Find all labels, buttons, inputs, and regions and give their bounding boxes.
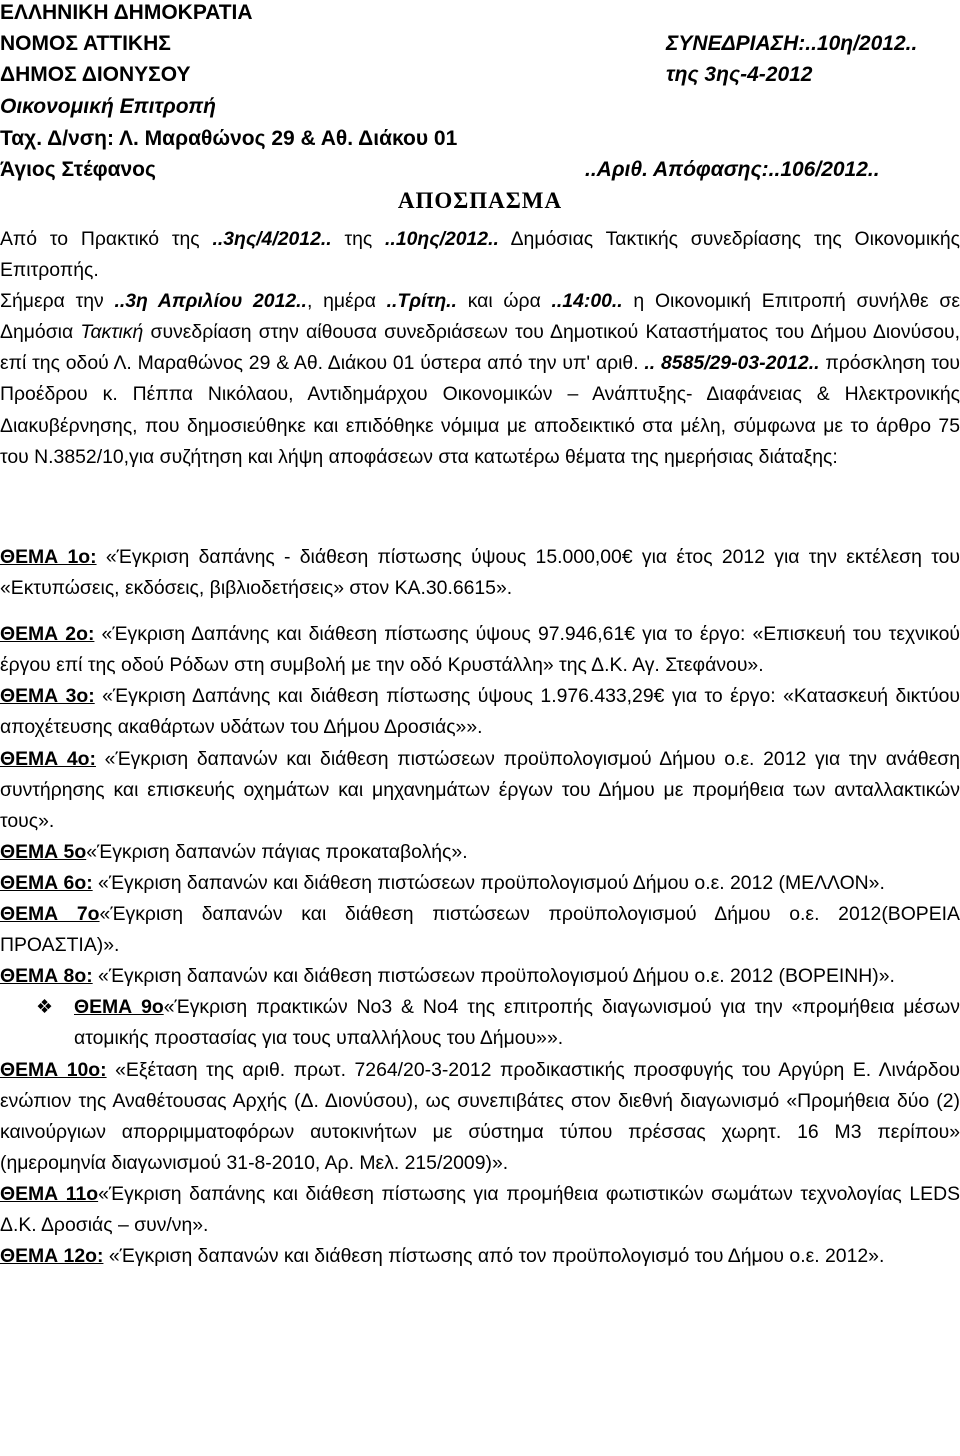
diamond-bullet-icon: ❖ [36, 997, 54, 1019]
session-date: της 3ης-4-2012 [666, 63, 813, 86]
header-committee: Οικονομική Επιτροπή [0, 95, 216, 118]
decision-number: ..Αριθ. Απόφασης:..106/2012.. [585, 158, 880, 181]
agenda-item-10: ΘΕΜΑ 10ο: «Εξέταση της αριθ. πρωτ. 7264/20-3-2012 προδικαστικής προσφυγής του Αργύρη Ε. Λινάρδου ενώπιον της Αναθέτουσας Αρχής (Δ. Διονύσου), ως συνεπιβάτες στον διεθνή διαγωνισμό «Προμήθεια δύο (2) καινούργιων απορριμματοφόρων αυτοκινήτων με σύστημα τύπου πρέσσας χωρητ. 16 Μ3 περίπου» (ημερομηνία διαγωνισμού 31-8-2010, Αρ. Μελ. 215/2009)». [0, 1058, 960, 1174]
agenda-item-11: ΘΕΜΑ 11ο«Έγκριση δαπάνης και διάθεση πίστωσης για προμήθεια φωτιστικών σωμάτων τεχνολογίας LEDS Δ.Κ. Δροσιάς – συν/νη». [0, 1182, 960, 1236]
header-town: Άγιος Στέφανος [0, 158, 156, 181]
document-title: ΑΠΟΣΠΑΣΜΑ [397, 188, 563, 213]
agenda-item-8: ΘΕΜΑ 8ο: «Έγκριση δαπανών και διάθεση πιστώσεων προϋπολογισμού Δήμου ο.ε. 2012 (ΒΟΡΕΙΝΗ)». [0, 965, 895, 988]
agenda-item-7: ΘΕΜΑ 7ο«Έγκριση δαπανών και διάθεση πιστώσεων προϋπολογισμού Δήμου ο.ε. 2012(ΒΟΡΕΙΑ ΠΡΟΑΣΤΙΑ)». [0, 903, 960, 957]
intro-block [0, 224, 960, 473]
header-prefecture: ΝΟΜΟΣ ΑΤΤΙΚΗΣ [0, 32, 171, 55]
intro-paragraph-2: Σήμερα την ..3η Απριλίου 2012.., ημέρα ..Τρίτη.. και ώρα ..14:00.. η Οικονομική Επιτροπή συνήλθε σε Δημόσια Τακτική συνεδρίαση στην αίθουσα συνεδριάσεων του Δημοτικού Καταστήματος του Δήμου Διονύσου, επί της οδού Λ. Μαραθώνος 29 & Αθ. Διάκου 01 ύστερα από την υπ' αριθ. .. 8585/29-03-2012.. πρόσκληση του Προέδρου κ. Πέππα Νικόλαου, Αντιδημάρχου Οικονομικών – Ανάπτυξης- Διαφάνειας & Ηλεκτρονικής Διακυβέρνησης, που δημοσιεύθηκε και επιδόθηκε νόμιμα με αποδεικτικό στα μέλη, σύμφωνα με το άρθρο 75 του Ν.3852/10,για συζήτηση και λήψη αποφάσεων στα κατωτέρω θέματα της ημερήσιας διάταξης: [0, 290, 960, 468]
agenda-item-9: ❖ ΘΕΜΑ 9ο«Έγκριση πρακτικών Νο3 & Νο4 της επιτροπής διαγωνισμού για την «προμήθεια μέσων ατομικής προστασίας για τους υπαλλήλους του Δήμου»». [0, 992, 960, 1054]
agenda-item-12: ΘΕΜΑ 12ο: «Έγκριση δαπανών και διάθεση πίστωσης από τον προϋπολογισμό του Δήμου ο.ε. 2012». [0, 1245, 885, 1268]
agenda-list [0, 542, 960, 1272]
agenda-item-5: ΘΕΜΑ 5ο«Έγκριση δαπανών πάγιας προκαταβολής». [0, 840, 468, 863]
agenda-item-3: ΘΕΜΑ 3ο: «Έγκριση Δαπάνης και διάθεση πίστωσης ύψους 1.976.433,29€ για το έργο: «Κατασκευή δικτύου αποχέτευσης ακαθάρτων υδάτων του Δήμου Δροσιάς»». [0, 685, 960, 739]
agenda-item-1: ΘΕΜΑ 1ο: «Έγκριση δαπάνης - διάθεση πίστωσης ύψους 15.000,00€ για έτος 2012 για την εκτέλεση του «Εκτυπώσεις, εκδόσεις, βιβλιοδετήσεις» στον ΚΑ.30.6615». [0, 546, 960, 600]
agenda-item-2: ΘΕΜΑ 2ο: «Έγκριση Δαπάνης και διάθεση πίστωσης ύψους 97.946,61€ για το έργο: «Επισκευή του τεχνικού έργου επί της οδού Ρόδων στη συμβολή με την οδό Κρυστάλλη» της Δ.Κ. Αγ. Στεφάνου». [0, 623, 960, 677]
header-country: ΕΛΛΗΝΙΚΗ ΔΗΜΟΚΡΑΤΙΑ [0, 1, 253, 24]
session-number: ΣΥΝΕΔΡΙΑΣΗ:..10η/2012.. [666, 32, 918, 55]
agenda-item-4: ΘΕΜΑ 4ο: «Έγκριση δαπανών και διάθεση πιστώσεων προϋπολογισμού Δήμου ο.ε. 2012 για την ανάθεση συντήρησης και επισκευής οχημάτων και μηχανημάτων έργων του Δήμου με προμήθεια των ανταλλακτικών τους». [0, 747, 960, 832]
agenda-item-6: ΘΕΜΑ 6ο: «Έγκριση δαπανών και διάθεση πιστώσεων προϋπολογισμού Δήμου ο.ε. 2012 (ΜΕΛΛΟΝ». [0, 871, 885, 894]
intro-paragraph-1: Από το Πρακτικό της ..3ης/4/2012.. της ..10ης/2012.. Δημόσιας Τακτικής συνεδρίασης της Οικονομικής Επιτροπής. [0, 228, 960, 282]
header-municipality: ΔΗΜΟΣ ΔΙΟΝΥΣΟΥ [0, 63, 191, 86]
header-address: Ταχ. Δ/νση: Λ. Μαραθώνος 29 & Αθ. Διάκου 01 [0, 127, 458, 150]
